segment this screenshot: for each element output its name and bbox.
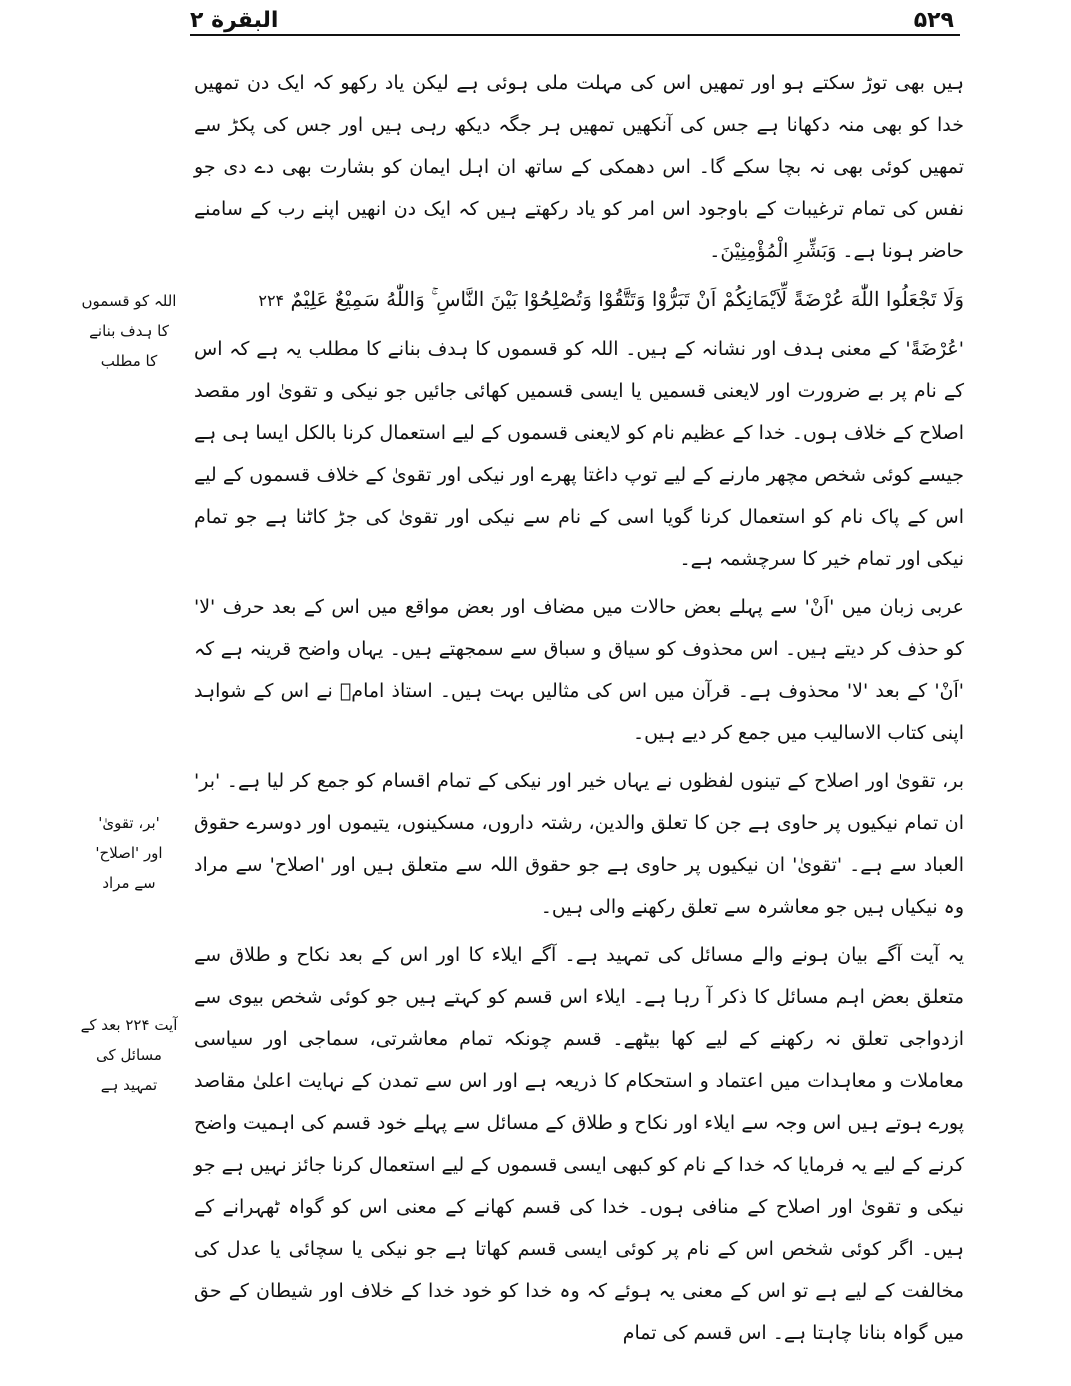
paragraph: ہیں بھی توڑ سکتے ہو اور تمھیں اس کی مہلت ملی ہوئی ہے لیکن یاد رکھو کہ ایک دن تمھیں خدا کو بھی منہ دکھانا ہے جس کی آنکھیں تمھیں ہر جگہ دیکھ رہی ہیں اور جس کی پکڑ سے تمھیں کوئی بھی نہ بچا سکے گا۔ اس دھمکی کے ساتھ ان اہل ایمان کو بشارت بھی دے دی جو نفس کی تمام ترغیبات کے باوجود اس امر کو یاد رکھتے ہیں کہ ایک دن انھیں اپنے رب کے سامنے حاضر ہونا ہے۔ وَبَشِّرِ الْمُؤْمِنِيْنَ۔ xyxy=(194,72,964,262)
margin-note xyxy=(70,1010,188,1100)
margin-note-line: کا مطلب xyxy=(100,352,158,370)
paragraph: 'عُرْضَةً' کے معنی ہدف اور نشانہ کے ہیں۔ اللہ کو قسموں کا ہدف بنانے کا مطلب یہ ہے کہ اس کے نام پر بے ضرورت اور لایعنی قسمیں یا ایسی قسمیں کھائی جائیں جو نیکی و تقویٰ اور مقصد اصلاح کے خلاف ہوں۔ خدا کے عظیم نام کو لایعنی قسموں کے لیے استعمال کرنا بالکل ایسا ہی ہے جیسے کوئی شخص مچھر مارنے کے لیے توپ داغتا پھرے اور نیکی اور تقویٰ کے خلاف قسموں کے لیے اس کے پاک نام کو استعمال کرنا گویا اسی کے نام سے نیکی اور تقویٰ کی جڑ کاٹنا ہے جو تمام نیکی اور تمام خیر کا سرچشمہ ہے۔ xyxy=(194,338,964,570)
margin-note-line: اور 'اصلاح' xyxy=(95,844,163,862)
margin-note-line: 'بر، تقویٰ' xyxy=(98,814,160,832)
paragraph: بر، تقویٰ اور اصلاح کے تینوں لفظوں نے یہاں خیر اور نیکی کے تمام اقسام کو جمع کر لیا ہے۔ 'بر' ان تمام نیکیوں پر حاوی ہے جن کا تعلق والدین، رشتہ داروں، مسکینوں، یتیموں اور دوسرے حقوق العباد سے ہے۔ 'تقویٰ' ان نیکیوں پر حاوی ہے جو حقوق اللہ سے متعلق ہیں اور 'اصلاح' سے مراد وہ نیکیاں ہیں جو معاشرہ سے تعلق رکھنے والی ہیں۔ xyxy=(194,770,964,918)
surah-title: البقرة ۲ xyxy=(190,8,279,33)
page-number: ۵۲۹ xyxy=(913,8,954,33)
margin-note-line: اللہ کو قسموں xyxy=(81,292,177,310)
margin-note-line: تمہید ہے xyxy=(100,1076,158,1094)
ayah-number: ۲۲۴ xyxy=(258,291,285,310)
margin-note xyxy=(70,808,188,898)
margin-note-line: آیت ۲۲۴ بعد کے xyxy=(80,1016,178,1034)
main-text xyxy=(194,62,964,1360)
page-header xyxy=(190,6,960,34)
margin-note-line: مسائل کی xyxy=(96,1046,162,1064)
paragraph: عربی زبان میں 'اَنْ' سے پہلے بعض حالات میں مضاف اور بعض مواقع میں اس کے بعد حرف 'لا' کو حذف کر دیتے ہیں۔ اس محذوف کو سیاق و سباق سے سمجھتے ہیں۔ یہاں واضح قرینہ ہے کہ 'اَنْ' کے بعد 'لا' محذوف ہے۔ قرآن میں اس کی مثالیں بہت ہیں۔ استاذ امامؒ نے اس کے شواہد اپنی کتاب الاسالیب میں جمع کر دیے ہیں۔ xyxy=(194,596,964,744)
margin-note xyxy=(70,286,188,376)
paragraph: یہ آیت آگے بیان ہونے والے مسائل کی تمہید ہے۔ آگے ایلاء کا اور اس کے بعد نکاح و طلاق سے متعلق بعض اہم مسائل کا ذکر آ رہا ہے۔ ایلاء اس قسم کو کہتے ہیں جو کوئی شخص بیوی سے ازدواجی تعلق نہ رکھنے کے لیے کھا بیٹھے۔ قسم چونکہ تمام معاشرتی، سماجی اور سیاسی معاملات و معاہدات میں اعتماد و استحکام کا ذریعہ ہے اور اس سے تمدن کے نہایت اعلیٰ مقاصد پورے ہوتے ہیں اس وجہ سے ایلاء اور نکاح و طلاق کے مسائل سے پہلے خود قسم کی اہمیت واضح کرنے کے لیے یہ فرمایا کہ خدا کے نام کو کبھی ایسی قسموں کے لیے استعمال کرنا جائز نہیں ہے جو نیکی و تقویٰ اور اصلاح کے منافی ہوں۔ خدا کی قسم کھانے کے معنی اس کو گواہ ٹھہرانے کے ہیں۔ اگر کوئی شخص اس کے نام پر کوئی ایسی قسم کھاتا ہے جو نیکی یا سچائی یا عدل کی مخالفت کے لیے ہے تو اس کے معنی یہ ہوئے کہ وہ خدا کو خود خدا کے خلاف اور شیطان کے حق میں گواہ بنانا چاہتا ہے۔ اس قسم کی تمام xyxy=(194,944,964,1344)
quran-verse xyxy=(194,278,964,322)
verse-text: وَلَا تَجْعَلُوا اللّٰهَ عُرْضَةً لِّاَيْمَانِكُمْ اَنْ تَبَرُّوْا وَتَتَّقُوْا وَتُصْلِحُوْا بَيْنَ النَّاسِ ۚ وَاللّٰهُ سَمِيْعٌ عَلِيْمٌ xyxy=(290,287,964,311)
header-rule xyxy=(190,34,960,36)
margin-note-line: سے مراد xyxy=(102,874,156,892)
margin-note-line: کا ہدف بنانے xyxy=(89,322,169,340)
